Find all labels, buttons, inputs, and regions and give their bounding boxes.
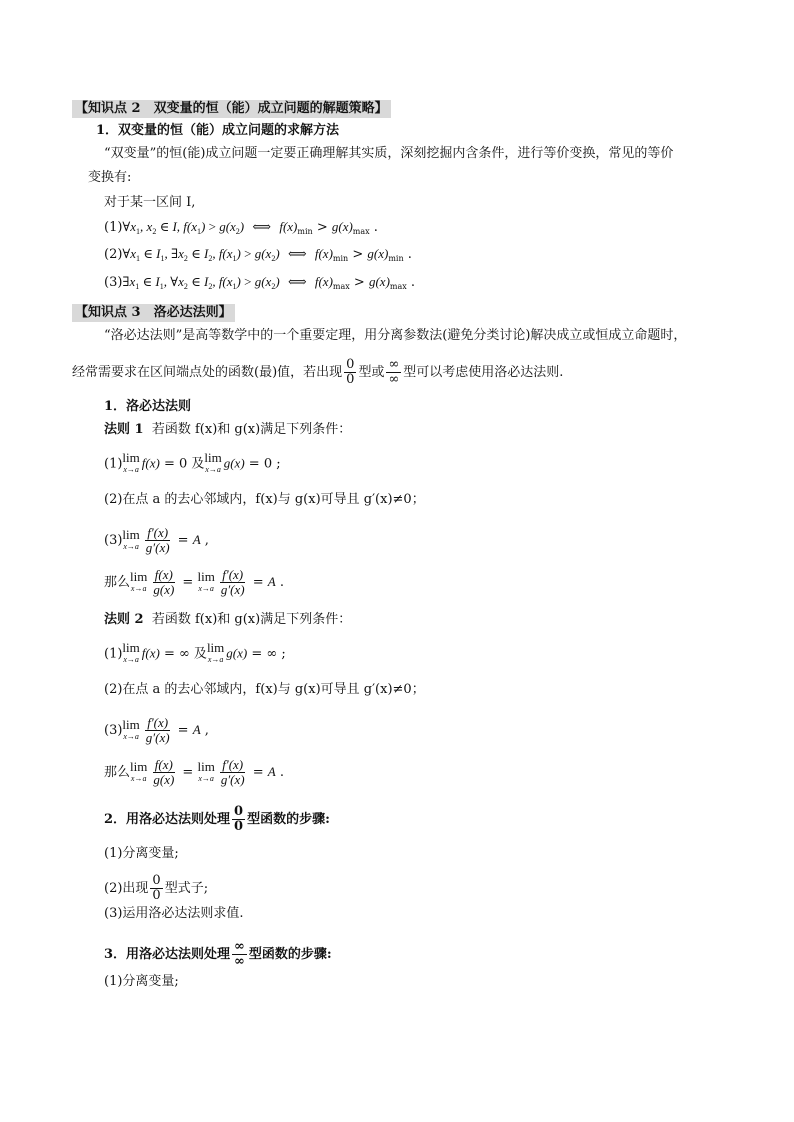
subheading-methods: 1．双变量的恒（能）成立问题的求解方法 (96, 123, 340, 138)
step-item: (2)出现 $\frac{0}{0}$ 型式子; (104, 873, 209, 903)
rule-1-condition-2: (2)在点 a 的去心邻域内，f(x)与 g(x)可导且 g′(x)≠0； (104, 492, 425, 507)
paragraph-line: “洛必达法则”是高等数学中的一个重要定理，用分离参数法(避免分类讨论)解决成立或恒成立命题时， (104, 328, 687, 343)
section-header-2: 【知识点 2 双变量的恒（能）成立问题的解题策略】 (72, 100, 391, 118)
rule-2-condition-2: (2)在点 a 的去心邻域内，f(x)与 g(x)可导且 g′(x)≠0； (104, 682, 425, 697)
rule-2-conclusion: 那么 lim x→a $\frac{f(x)}{g(x)}$ = lim x→a $\frac{f'(x)}{g'(x)}$ = A . (104, 757, 284, 787)
paragraph-line: 变换有: (88, 170, 132, 185)
rule-1-condition-1: (1) lim x→a f(x) = 0 及 lim x→a g(x) = 0 ; (104, 450, 281, 474)
step-item: (1)分离变量; (104, 846, 179, 861)
condition-1: $(1)\forall x_1$, $x_2$ ∈ I, $f(x_1) > g(x_2)$ ⟺ $f(x)_{min} > g(x)_{max}$ . (104, 219, 378, 236)
condition-2: $(2)\forall x_1$ ∈ $I_1$, $\exists x_2$ ∈ $I_2$, $f(x_1) > g(x_2)$ ⟺ $f(x)_{min} > g(x)_{min}$ . (104, 246, 412, 263)
paragraph-line: “双变量”的恒(能)成立问题一定要正确理解其实质，深刻挖掘内含条件，进行等价变换，常见的等价 (104, 146, 674, 161)
subheading-lhopital: 1．洛必达法则 (104, 399, 192, 414)
rule-2-condition-1: (1) lim x→a f(x) = ∞ 及 lim x→a g(x) = ∞ ; (104, 640, 286, 664)
subheading-inf-over-inf: 3．用洛必达法则处理 $\frac{\infty}{\infty}$ 型函数的步骤: (104, 939, 332, 969)
step-item: (1)分离变量; (104, 974, 179, 989)
section-header-3: 【知识点 3 洛必达法则】 (72, 304, 235, 322)
rule-1-condition-3: (3) lim x→a $\frac{f'(x)}{g'(x)}$ = A , (104, 525, 209, 555)
rule-1-conclusion: 那么 lim x→a $\frac{f(x)}{g(x)}$ = lim x→a $\frac{f'(x)}{g'(x)}$ = A . (104, 567, 284, 597)
rule-2-condition-3: (3) lim x→a $\frac{f'(x)}{g'(x)}$ = A , (104, 715, 209, 745)
rule-2-title: 法则 2 若函数 f(x)和 g(x)满足下列条件： (104, 612, 352, 627)
step-item: (3)运用洛必达法则求值. (104, 906, 244, 921)
paragraph-line: 经常需要求在区间端点处的函数(最)值，若出现 $\frac{0}{0}$ 型或 $\frac{\infty}{\infty}$ 型可以考虑使用洛必达法则. (72, 357, 564, 387)
rule-1-title: 法则 1 若函数 f(x)和 g(x)满足下列条件： (104, 422, 352, 437)
interval-intro: 对于某一区间 I, (104, 195, 196, 210)
subheading-zero-over-zero: 2．用洛必达法则处理 $\frac{0}{0}$ 型函数的步骤: (104, 804, 330, 834)
condition-3: $(3)\exists x_1$ ∈ $I_1$, $\forall x_2$ ∈ $I_2$, $f(x_1) > g(x_2)$ ⟺ $f(x)_{max} > g(x)_{max}$ . (104, 274, 416, 291)
